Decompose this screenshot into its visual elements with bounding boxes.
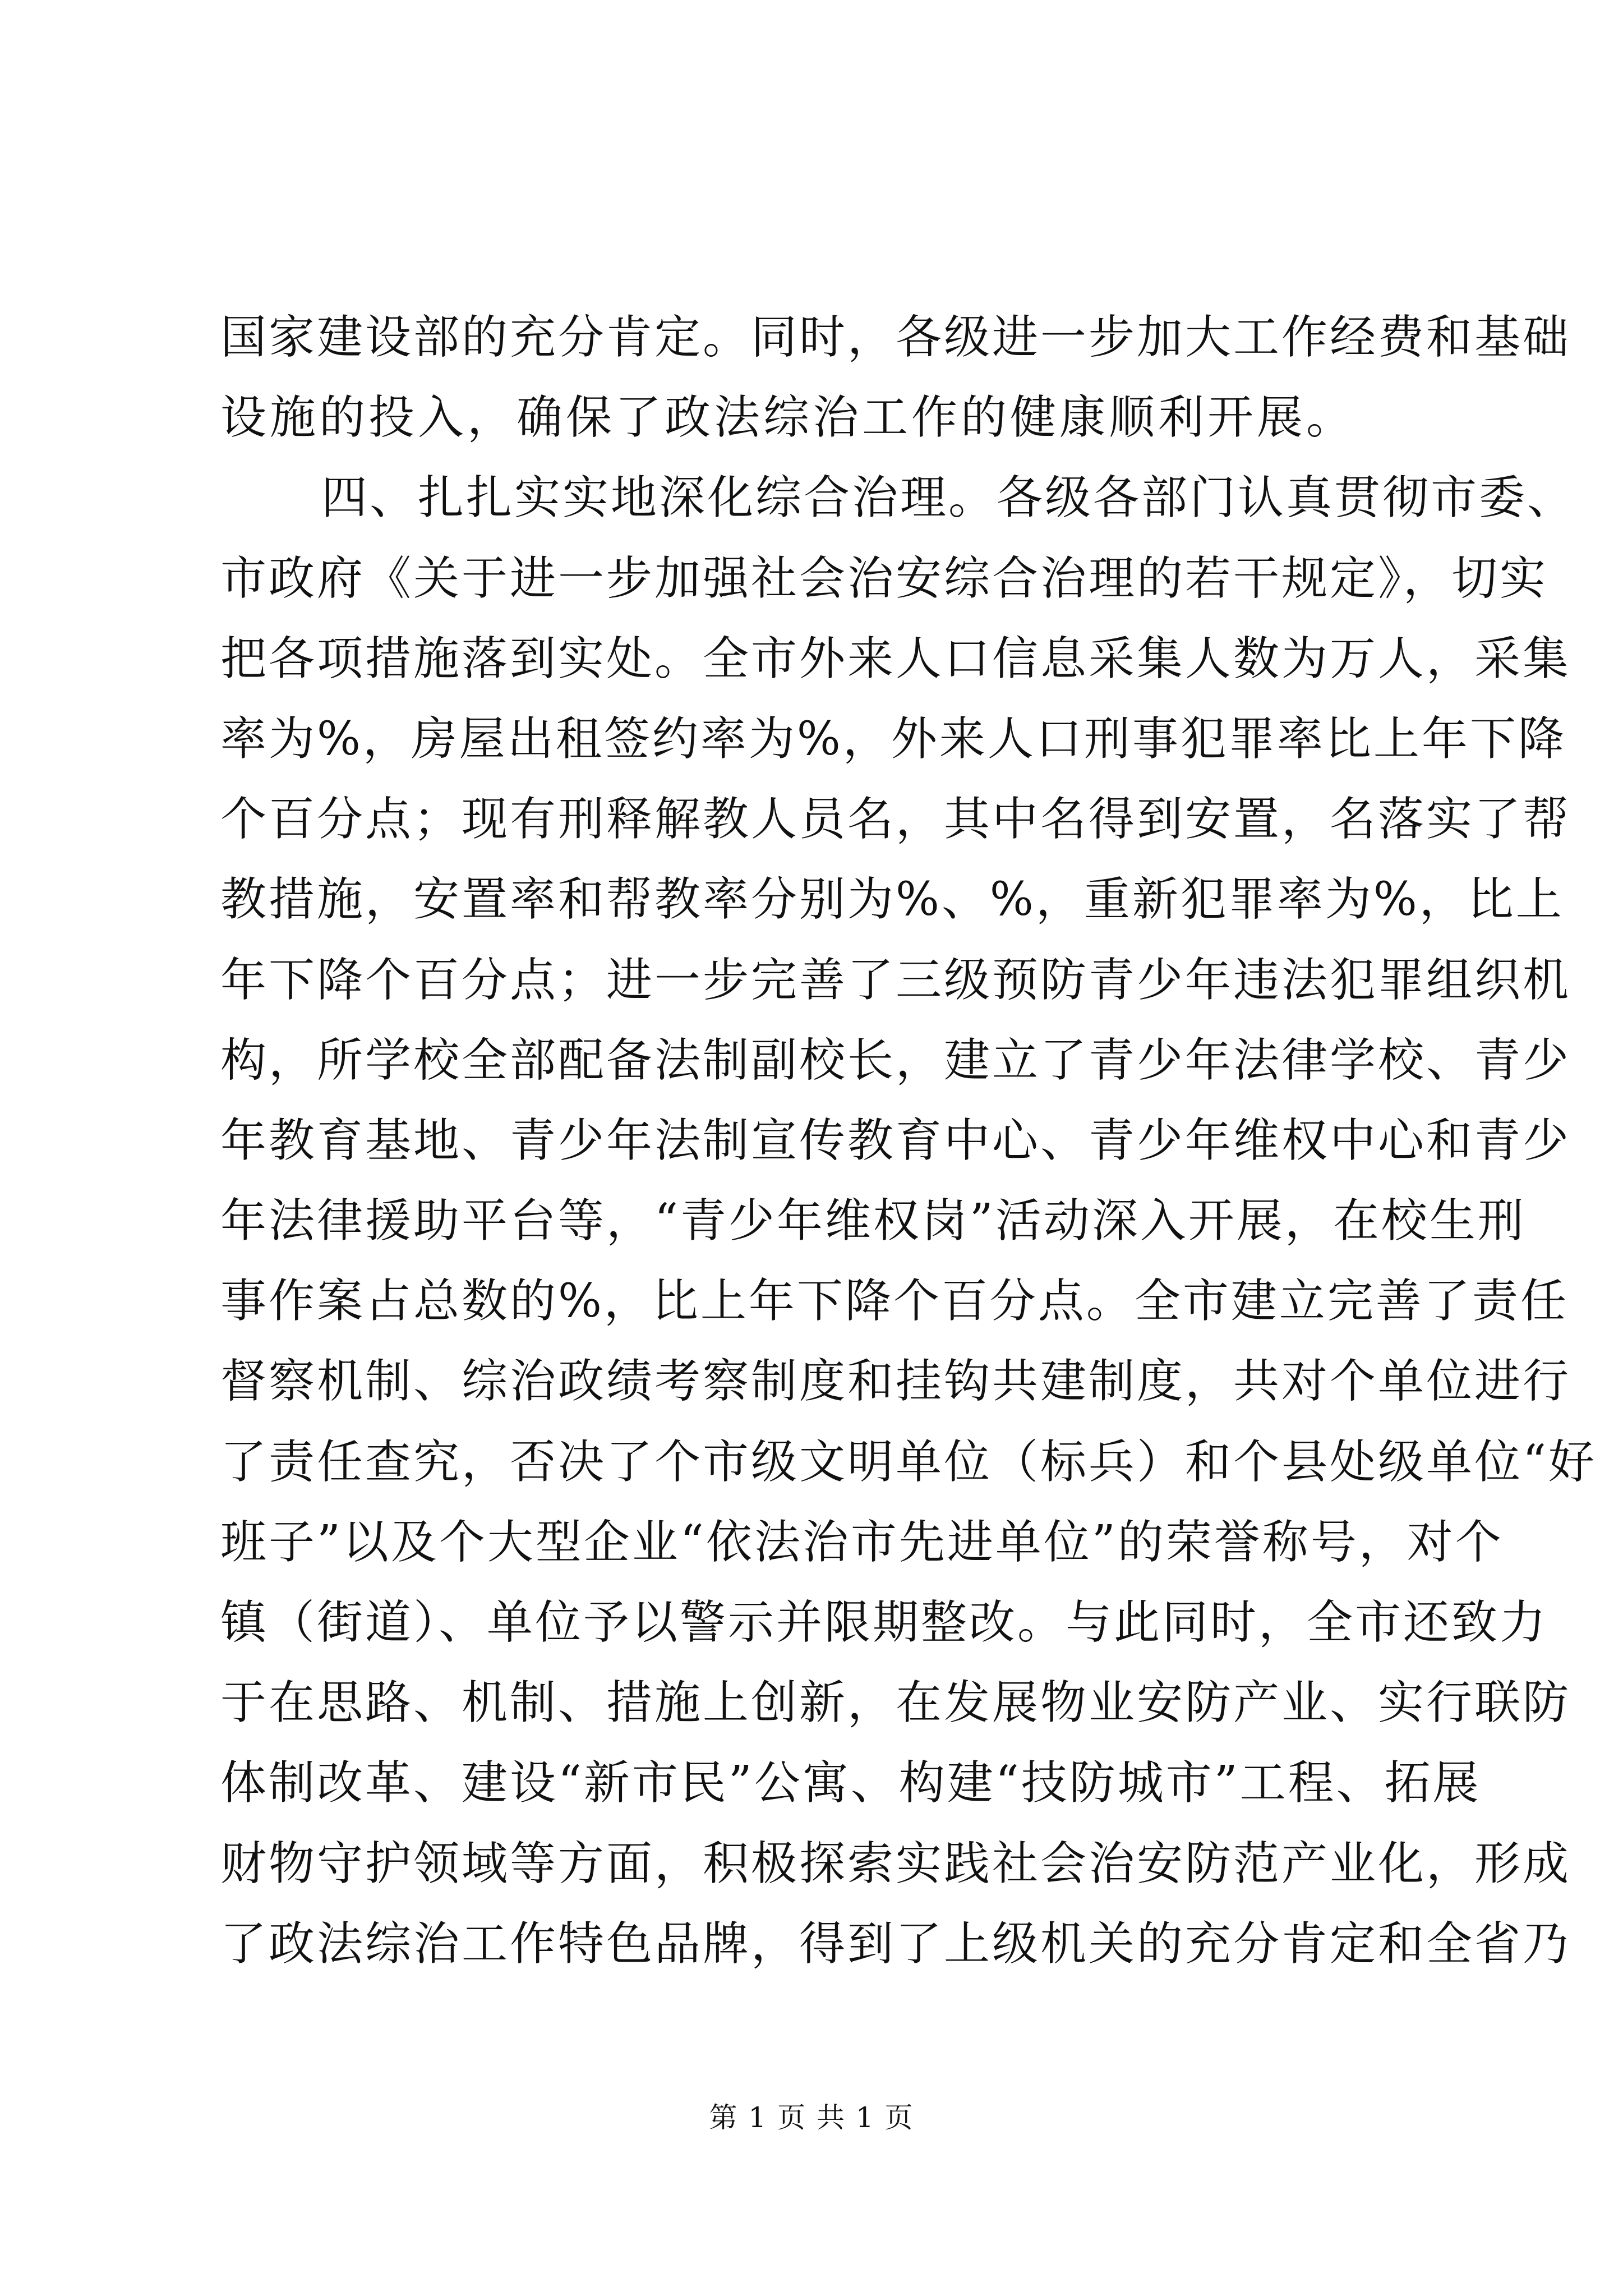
paragraph-start-line: 四、扎扎实实地深化综合治理。各级各部门认真贯彻市委、 [321,471,1576,525]
text-line: 市政府《关于进一步加强社会治安综合治理的若干规定》，切实 [220,551,1548,605]
text-line: 率为%，房屋出租签约率为%，外来人口刑事犯罪率比上年下降 [220,712,1566,766]
text-line: 年教育基地、青少年法制宣传教育中心、青少年维权中心和青少 [220,1114,1571,1167]
text-line: 教措施，安置率和帮教率分别为%、%，重新犯罪率为%，比上 [220,873,1564,927]
page-number-footer: 第 1 页 共 1 页 [709,2101,914,2134]
text-line: 把各项措施落到实处。全市外来人口信息采集人数为万人，采集 [220,632,1571,685]
text-line: 国家建设部的充分肯定。同时，各级进一步加大工作经费和基础 [220,311,1571,364]
text-line: 班子”以及个大型企业“依法治市先进单位”的荣誉称号，对个 [220,1515,1504,1569]
text-line: 年下降个百分点；进一步完善了三级预防青少年违法犯罪组织机 [220,953,1571,1007]
text-line: 财物守护领域等方面，积极探索实践社会治安防范产业化，形成 [220,1837,1571,1890]
text-line: 设施的投入，确保了政法综治工作的健康顺利开展。 [220,391,1356,445]
text-line: 个百分点；现有刑释解教人员名，其中名得到安置，名落实了帮 [220,793,1571,846]
text-line: 年法律援助平台等，“青少年维权岗”活动深入开展，在校生刑 [220,1194,1526,1248]
text-line: 了责任查究，否决了个市级文明单位（标兵）和个县处级单位“好 [220,1435,1597,1489]
text-line: 体制改革、建设“新市民”公寓、构建“技防城市”工程、拓展 [220,1756,1481,1810]
text-line: 于在思路、机制、措施上创新，在发展物业安防产业、实行联防 [220,1676,1571,1730]
text-line: 镇（街道）、单位予以警示并限期整改。与此同时，全市还致力 [220,1596,1548,1649]
text-line: 构，所学校全部配备法制副校长，建立了青少年法律学校、青少 [220,1033,1571,1087]
text-line: 了政法综治工作特色品牌，得到了上级机关的充分肯定和全省乃 [220,1917,1571,1971]
text-line: 事作案占总数的%，比上年下降个百分点。全市建立完善了责任 [220,1274,1569,1328]
document-body [220,297,1597,1984]
text-line: 督察机制、综治政绩考察制度和挂钩共建制度，共对个单位进行 [220,1355,1571,1409]
